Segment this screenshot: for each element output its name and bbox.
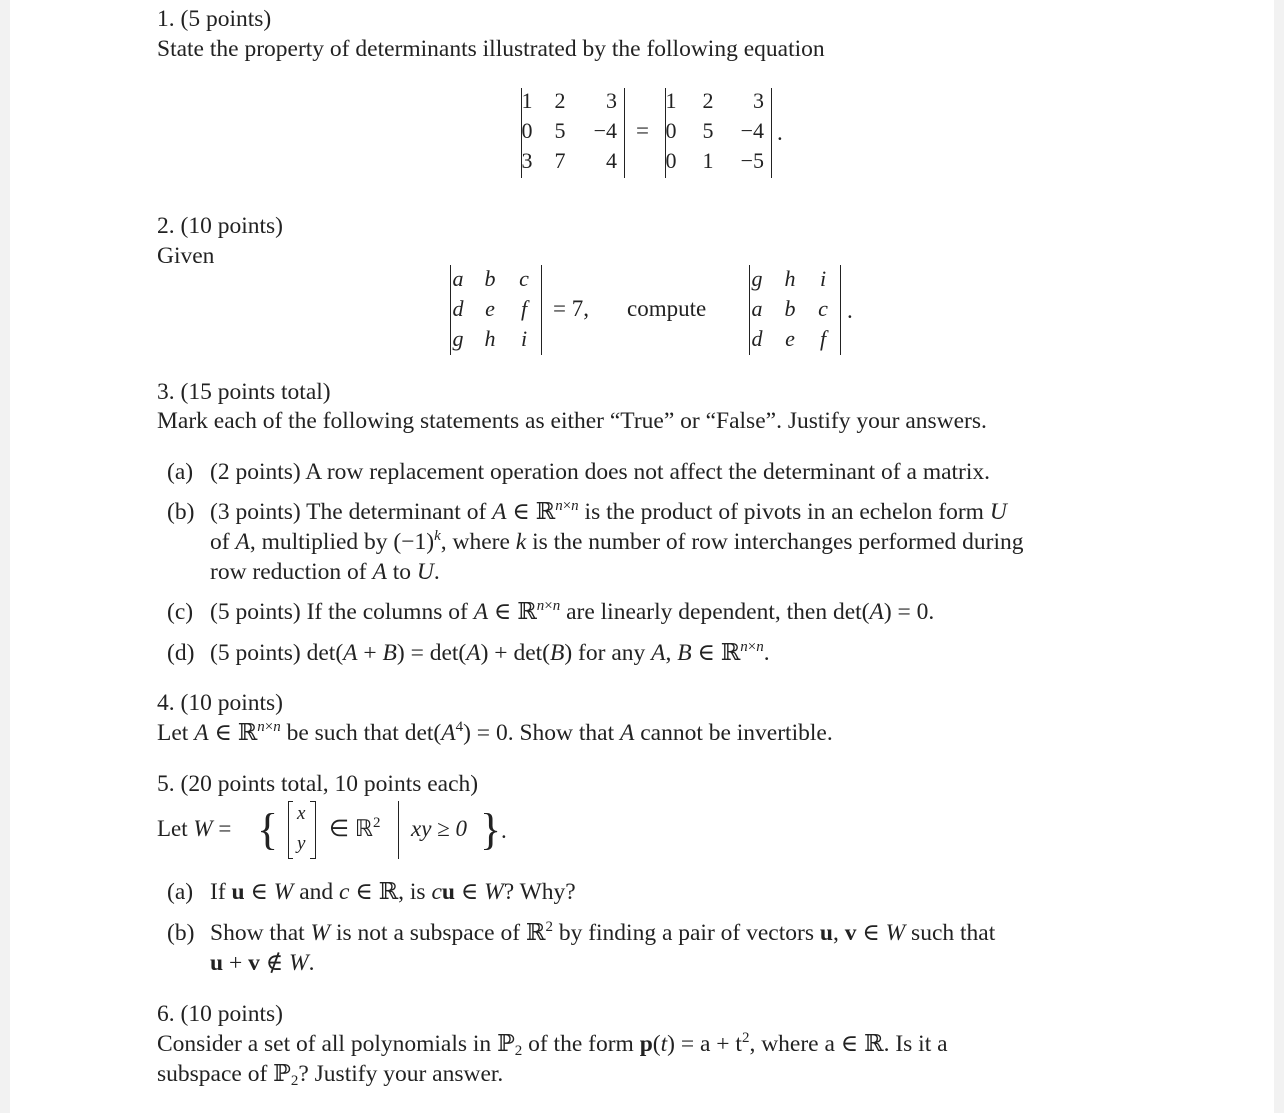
q1-left-bar-right — [624, 88, 625, 178]
q5-in-r2: ∈ ℝ$^2$ — [329, 815, 381, 841]
q1-prompt: State the property of determinants illustrated by the following equation — [157, 36, 825, 62]
matrix-entry: −5 — [740, 148, 764, 173]
text: of the form — [522, 1031, 640, 1057]
q5b-line2: u + v ∉ W. — [210, 950, 315, 976]
bracket-left-top — [288, 801, 293, 802]
matrix-entry: a — [452, 266, 464, 291]
bracket-right — [315, 801, 316, 859]
text: is the product of pivots in an echelon form — [578, 499, 990, 525]
q3d-label: (d) — [167, 640, 195, 666]
matrix-entry: f — [520, 296, 528, 321]
q3c-label: (c) — [167, 599, 194, 625]
q3a-text: (2 points) A row replacement operation does not affect the determinant of a matrix. — [210, 459, 991, 485]
q5-heading: 5. (20 points total, 10 points each) — [157, 771, 479, 797]
q6-line2: subspace of ℙ$_2$? Justify your answer. — [157, 1061, 504, 1089]
text: ) = 0. — [883, 599, 935, 625]
matrix-entry: −4 — [593, 118, 617, 143]
q1-heading: 1. (5 points) — [157, 6, 272, 32]
text: , where — [440, 529, 516, 555]
text: and — [293, 879, 340, 905]
matrix-entry: 3 — [753, 88, 764, 113]
text: Show that — [210, 920, 311, 946]
text: to — [386, 559, 417, 585]
text: row reduction of — [210, 559, 373, 585]
q3b-line1: (3 points) The determinant of A ∈ ℝ$^{n\times n}$ is the product of pivots in an echelon form U — [210, 498, 1007, 525]
matrix-entry: h — [484, 326, 496, 351]
bracket-right-top — [310, 801, 315, 802]
text: ) = det( — [396, 640, 467, 666]
text: such that — [905, 920, 996, 946]
text: . — [308, 950, 315, 976]
text: ? Why? — [503, 879, 576, 905]
matrix-entry: 7 — [554, 148, 566, 173]
text: (5 points) If the columns of — [210, 599, 474, 625]
q2-given: Given — [157, 243, 215, 269]
set-divider — [398, 801, 399, 859]
text: . — [763, 640, 770, 666]
text: subspace of — [157, 1061, 274, 1087]
text: ) + det( — [480, 640, 550, 666]
text: ? Justify your answer. — [298, 1061, 504, 1087]
text: = a + t — [674, 1031, 742, 1057]
q1-right-bar-right — [771, 88, 772, 178]
bracket-right-bottom — [310, 858, 315, 859]
text: ) = 0. Show that — [463, 720, 620, 746]
q2-heading: 2. (10 points) — [157, 213, 283, 239]
q2-period: . — [847, 298, 853, 323]
text: by finding a pair of vectors — [552, 920, 820, 946]
q3d-text: (5 points) det(A + B) = det(A) + det(B) for any A, B ∈ ℝ$^{n\times n}$. — [210, 639, 770, 666]
text: Let — [157, 720, 195, 746]
q6-heading: 6. (10 points) — [157, 1001, 283, 1027]
q5a-label: (a) — [167, 879, 194, 905]
matrix-entry: 3 — [521, 148, 533, 173]
matrix-entry: f — [819, 326, 827, 351]
q2-compute: compute — [627, 296, 707, 321]
text: be such that det( — [280, 720, 442, 746]
text: cannot be invertible. — [634, 720, 833, 746]
matrix-entry: 1 — [521, 88, 533, 113]
q5-let: Let W = — [157, 816, 232, 841]
matrix-entry: e — [485, 296, 495, 321]
matrix-entry: b — [484, 266, 496, 291]
matrix-entry: g — [452, 326, 464, 351]
document-page — [10, 0, 1274, 1113]
matrix-entry: i — [520, 326, 528, 351]
matrix-entry: 2 — [554, 88, 566, 113]
right-brace-icon: } — [480, 805, 502, 854]
matrix-entry: 0 — [521, 118, 533, 143]
q3a-label: (a) — [167, 459, 194, 485]
matrix-entry: −4 — [740, 118, 764, 143]
matrix-entry: d — [452, 296, 464, 321]
vector-x: x — [297, 803, 306, 824]
matrix-entry: 2 — [702, 88, 714, 113]
text: of — [210, 529, 236, 555]
bracket-left — [288, 801, 289, 859]
q4-text: Let A ∈ ℝ$^{n\times n}$ be such that $\det(A^4) = 0$. Show that A cannot be invertible. — [157, 719, 833, 746]
text: is the number of row interchanges performed during — [526, 529, 1024, 555]
matrix-entry: 1 — [702, 148, 714, 173]
q5b-line1: Show that W is not a subspace of ℝ$^2$ by finding a pair of vectors u, v ∈ W such that — [210, 919, 996, 946]
q3b-line3: row reduction of A to U. — [210, 559, 440, 585]
q2-equals-value: = 7, — [553, 296, 589, 321]
q1-period: . — [777, 120, 783, 145]
text: Consider a set of all polynomials in — [157, 1031, 498, 1057]
q4-heading: 4. (10 points) — [157, 690, 283, 716]
matrix-entry: d — [751, 326, 763, 351]
text: is not a subspace of — [330, 920, 526, 946]
q3b-line2: of A, multiplied by $(-1)^k$, where k is the number of row interchanges performed during — [210, 528, 1024, 555]
matrix-entry: c — [519, 266, 529, 291]
text: (5 points) det( — [210, 640, 344, 666]
text: , where a ∈ ℝ. Is it a — [749, 1031, 948, 1057]
left-brace-icon: { — [257, 805, 279, 854]
bracket-left-bottom — [288, 858, 293, 859]
text: are linearly dependent, then det( — [560, 599, 870, 625]
matrix-entry: a — [751, 296, 763, 321]
matrix-entry: h — [784, 266, 796, 291]
q5b-label: (b) — [167, 920, 195, 946]
q5-condition: xy ≥ 0 — [411, 816, 468, 841]
text: Let — [157, 816, 194, 841]
matrix-entry: b — [784, 296, 796, 321]
vector-y: y — [297, 833, 306, 854]
q3b-label: (b) — [167, 499, 195, 525]
text: (3 points) The determinant of — [210, 499, 493, 525]
matrix-entry: 5 — [702, 118, 714, 143]
matrix-entry: g — [751, 266, 763, 291]
matrix-entry: 0 — [665, 118, 677, 143]
q6-line1: Consider a set of all polynomials in ℙ$_2$ of the form $p(t) = a + t^2$, where a ∈ ℝ. Is it a — [157, 1030, 948, 1059]
text: If — [210, 879, 232, 905]
matrix-entry: 4 — [606, 148, 617, 173]
text: , multiplied by (−1) — [249, 529, 435, 555]
matrix-entry: 0 — [665, 148, 677, 173]
matrix-entry: 3 — [606, 88, 617, 113]
q5a-text: If u ∈ W and c ∈ ℝ, is cu ∈ W? Why? — [210, 879, 576, 905]
matrix-entry: i — [819, 266, 827, 291]
q1-equals: = — [636, 118, 649, 143]
q3c-text: (5 points) If the columns of A ∈ ℝ$^{n\times n}$ are linearly dependent, then det(A) = 0. — [210, 598, 935, 625]
q3-heading: 3. (15 points total) — [157, 379, 331, 405]
matrix-entry: 5 — [554, 118, 566, 143]
q3-prompt: Mark each of the following statements as either “True” or “False”. Justify your answers. — [157, 408, 987, 434]
matrix-entry: c — [818, 296, 828, 321]
text: , is — [398, 879, 432, 905]
matrix-entry: e — [785, 326, 795, 351]
matrix-entry: 1 — [665, 88, 677, 113]
q5-period: . — [501, 818, 507, 843]
text: ) for any — [564, 640, 652, 666]
